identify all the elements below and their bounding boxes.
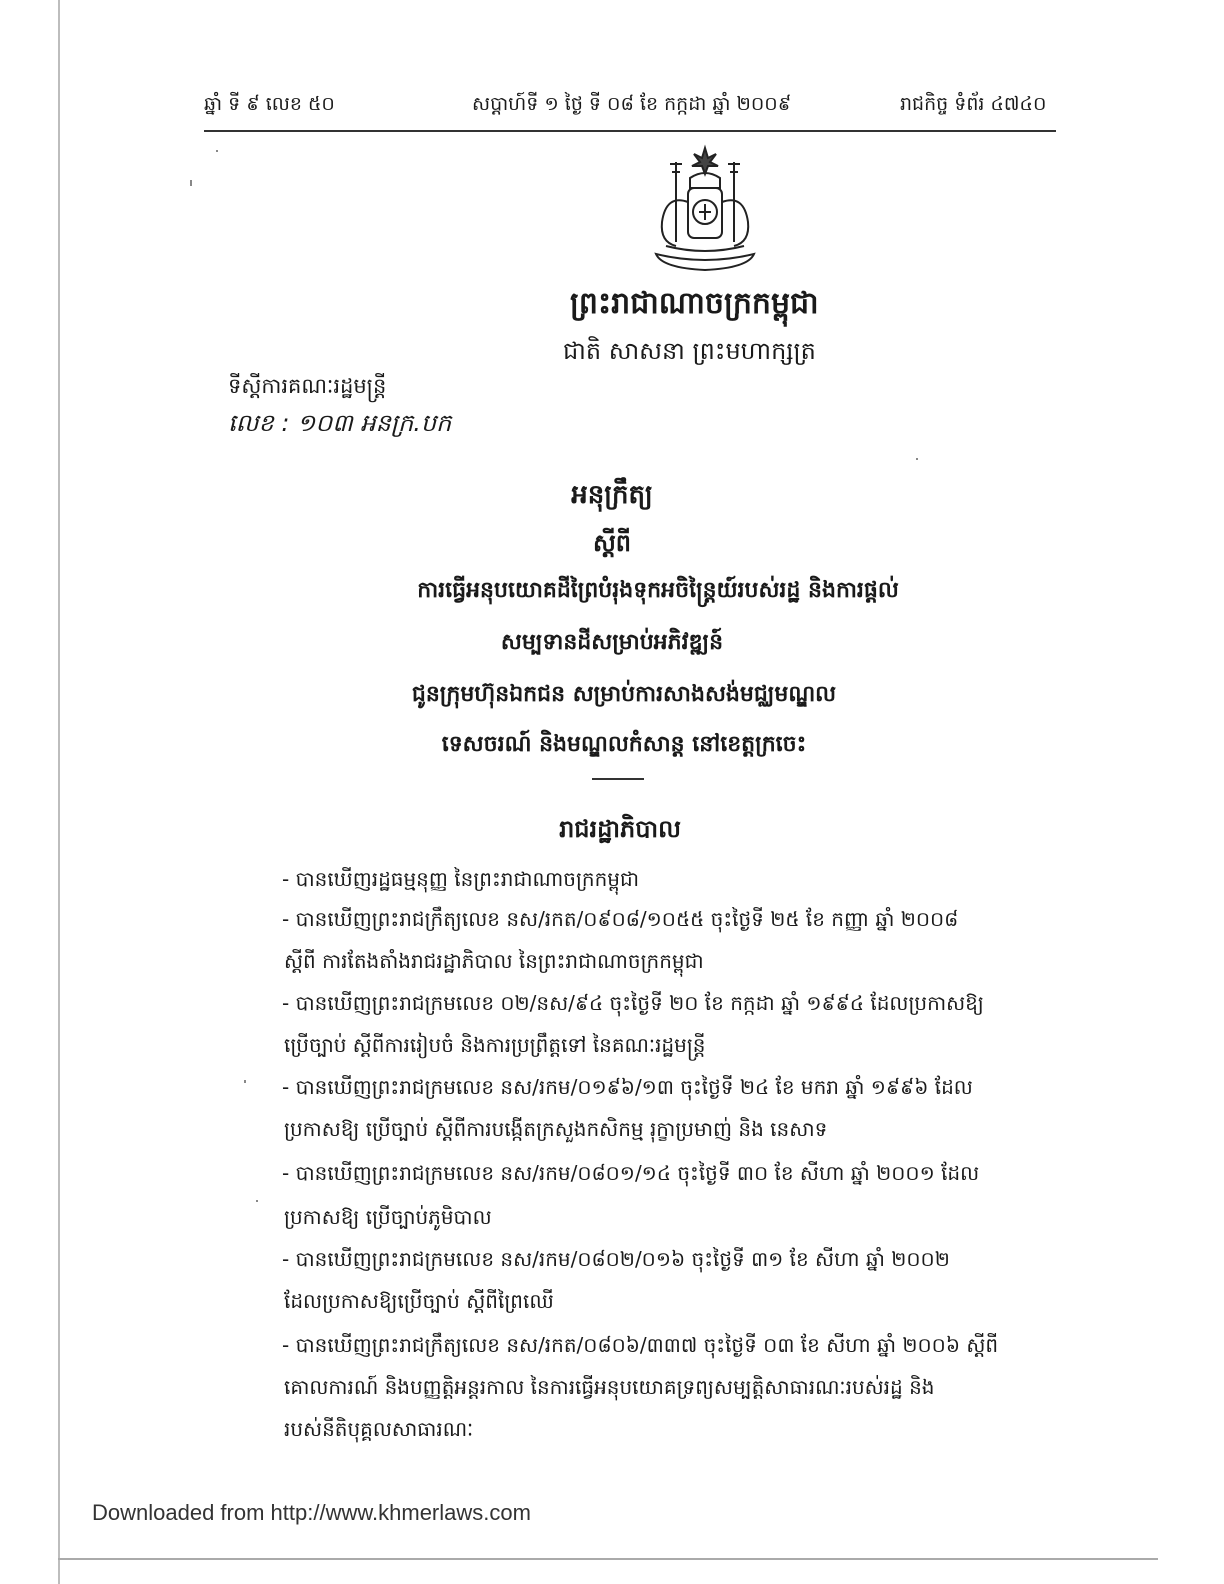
kingdom-name: ព្រះរាជាណាចក្រកម្ពុជា <box>570 286 819 321</box>
scan-speck <box>216 150 218 152</box>
bottom-rule <box>58 1558 1158 1560</box>
header-issue: ឆ្នាំ ទី ៩ លេខ ៥០ <box>204 93 335 115</box>
body-line: - បានឃើញព្រះរាជក្រមលេខ នស/រកម/០៨០២/០១៦ ចុះថ្ងៃទី ៣១ ខែ សីហា ឆ្នាំ ២០០២ <box>282 1247 950 1271</box>
body-line: គោលការណ៍ និងបញ្ញត្តិអន្តរកាល នៃការធ្វើអនុបយោគទ្រព្យសម្បត្តិសាធារណៈរបស់រដ្ឋ និង <box>284 1375 935 1399</box>
decree-title: អនុក្រឹត្យ <box>571 480 653 510</box>
body-line: - បានឃើញព្រះរាជក្រឹត្យលេខ នស/រកត/០៨០៦/៣៣៧ ចុះថ្ងៃទី ០៣ ខែ សីហា ឆ្នាំ ២០០៦ ស្តីពី <box>282 1333 999 1357</box>
royal-coat-of-arms-icon <box>636 142 774 278</box>
decree-subject-line-3: ជូនក្រុមហ៊ុនឯកជន សម្រាប់ការសាងសង់មជ្ឈមណ្ឌល <box>411 682 837 707</box>
issuing-office: ទីស្តីការគណៈរដ្ឋមន្ត្រី <box>228 374 387 398</box>
body-line: ប្រើច្បាប់ ស្តីពីការរៀបចំ និងការប្រព្រឹត្តទៅ នៃគណៈរដ្ឋមន្ត្រី <box>284 1033 706 1057</box>
national-motto: ជាតិ សាសនា ព្រះមហាក្សត្រ <box>563 337 816 365</box>
title-divider <box>592 778 644 780</box>
body-line: ស្តីពី ការតែងតាំងរាជរដ្ឋាភិបាល នៃព្រះរាជាណាចក្រកម្ពុជា <box>284 949 704 973</box>
header-week-date: សប្តាហ៍ទី ១ ថ្ងៃ ទី ០៨ ខែ កក្កដា ឆ្នាំ ២០០៩ <box>472 93 792 115</box>
body-line: - បានឃើញរដ្ឋធម្មនុញ្ញ នៃព្រះរាជាណាចក្រកម្ពុជា <box>282 867 640 891</box>
reference-number: លេខ : ១០៣ អនក្រ.បក <box>228 409 452 437</box>
decree-subject-line-4: ទេសចរណ៍ និងមណ្ឌលកំសាន្ត នៅខេត្តក្រចេះ <box>441 732 807 757</box>
decree-subject-line-1: ការធ្វើអនុបយោគដីព្រៃបំរុងទុកអចិន្ត្រៃយ៍របស់រដ្ឋ និងការផ្តល់ <box>417 578 899 603</box>
body-line: - បានឃើញព្រះរាជក្រមលេខ នស/រកម/០១៩៦/១៣ ចុះថ្ងៃទី ២៤ ខែ មករា ឆ្នាំ ១៩៩៦ ដែល <box>282 1075 973 1099</box>
decree-about: ស្តីពី <box>592 529 632 557</box>
government-heading: រាជរដ្ឋាភិបាល <box>559 815 681 843</box>
decree-subject-line-2: សម្បទានដីសម្រាប់អភិវឌ្ឍន៍ <box>500 630 724 655</box>
body-line: - បានឃើញព្រះរាជក្រឹត្យលេខ នស/រកត/០៩០៨/១០៥៥ ចុះថ្ងៃទី ២៥ ខែ កញ្ញា ឆ្នាំ ២០០៨ <box>282 907 959 931</box>
body-line: ប្រកាសឱ្យ ប្រើច្បាប់ភូមិបាល <box>284 1205 492 1229</box>
scan-speck <box>244 1080 246 1083</box>
header-gazette-page: រាជកិច្ច ទំព័រ ៤៧៤០ <box>900 93 1047 115</box>
body-line: របស់នីតិបុគ្គលសាធារណៈ <box>284 1417 474 1441</box>
body-line: ប្រកាសឱ្យ ប្រើច្បាប់ ស្តីពីការបង្កើតក្រសួងកសិកម្ម រុក្ខាប្រមាញ់ និង នេសាទ <box>284 1117 828 1141</box>
scan-speck <box>256 1200 258 1202</box>
body-line: - បានឃើញព្រះរាជក្រមលេខ នស/រកម/០៨០១/១៤ ចុះថ្ងៃទី ៣០ ខែ សីហា ឆ្នាំ ២០០១ ដែល <box>282 1161 980 1185</box>
scan-speck <box>916 458 918 460</box>
left-margin-rule <box>58 0 60 1584</box>
download-source-footer: Downloaded from http://www.khmerlaws.com <box>92 1500 531 1525</box>
header-rule <box>204 130 1056 132</box>
body-line: - បានឃើញព្រះរាជក្រមលេខ ០២/នស/៩៤ ចុះថ្ងៃទី ២០ ខែ កក្កដា ឆ្នាំ ១៩៩៤ ដែលប្រកាសឱ្យ <box>282 991 984 1015</box>
scan-speck <box>190 180 192 186</box>
body-line: ដែលប្រកាសឱ្យប្រើច្បាប់ ស្តីពីព្រៃឈើ <box>284 1289 554 1313</box>
